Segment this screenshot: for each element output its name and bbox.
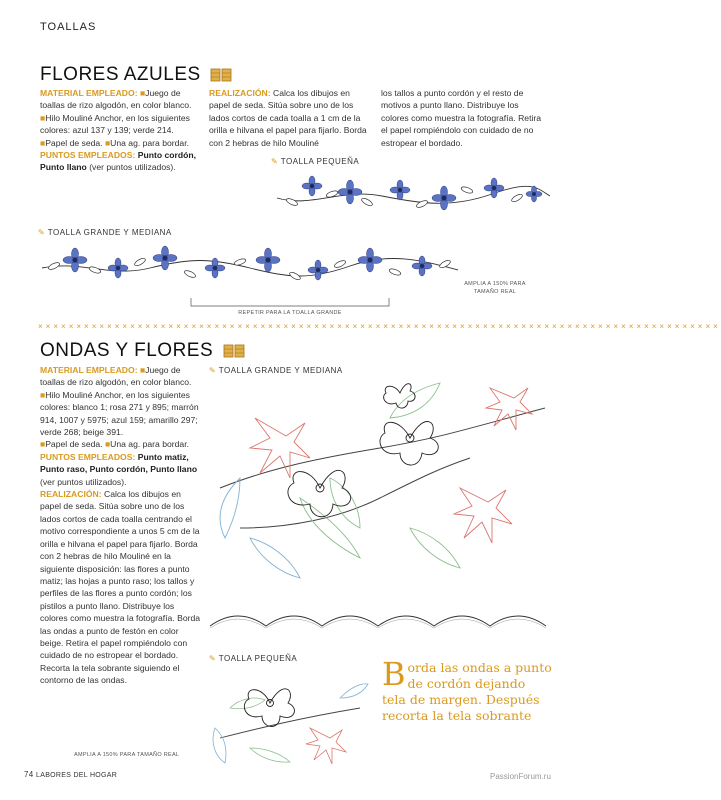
repeat-bracket xyxy=(190,298,390,310)
flores-repetir-note: REPETIR PARA LA TOALLA GRANDE xyxy=(238,310,342,316)
flores-label-pequena-text: TOALLA PEQUEÑA xyxy=(280,157,360,166)
ondas-title xyxy=(40,340,245,362)
ondas-pull-quote xyxy=(382,655,552,724)
page-number: 74 xyxy=(24,770,34,779)
flores-material-text: Juego de toallas de rizo algodón, en color blanco. xyxy=(40,88,192,111)
quote-text: orda las ondas a punto de cordón dejando tela de margen. Después recorta la tela sobrante xyxy=(382,660,552,723)
flores-realizacion-label: REALIZACIÓN: xyxy=(209,88,271,98)
ondas-materials: MATERIAL EMPLEADO: ■Juego de toallas de rizo algodón, en color blanco. ■Hilo Mouliné Anchor, en los siguientes colores: blanco 1; rosa 271 y 895; marrón 914, 1007 y 5975; azul 159; amarillo 297; verde 268; beige 391. ■Papel de seda. ■Una ag. para bordar. PUNTOS EMPLEADOS: Punto matiz, Punto raso, Punto cordón, Punto llano (ver puntos utilizados). REALIZACIÓN: Calca los dibujos en papel de seda. Sitúa sobre uno de los lados cortos de cada toalla centrando el motivo correspondiente a unos 5 cm de la orilla e hilvana el papel para fijarlo. Borda con 2 hebras de hilo Mouliné en la siguiente disposición: las flores a punto matiz; las hojas a punto raso; los tallos y perfiles de las flores a punto cordón; los pistilos a punto llano. Distribuye los colores como muestra la fotografía. Borda las ondas a punto de festón en color beige. Retira el papel rompiéndolo con cuidado de no estropear el bordado. Recorta la tela sobrante siguiendo el contorno de las ondas. xyxy=(40,365,201,686)
thread-spool-icon xyxy=(210,68,232,82)
ondas-title-text: ONDAS Y FLORES xyxy=(40,340,214,361)
flores-papel-text: Papel de seda. xyxy=(45,137,103,148)
ondas-aguja-text: Una ag. para bordar. xyxy=(110,439,189,450)
flores-realizacion-text2: los tallos a punto cordón y el resto de motivos a punto llano. Distribuye los colores como muestra la fotografía. Retira el papel rompiéndolo con cuidado de no estropear el bordado. xyxy=(381,88,542,148)
flores-label-grande-text: TOALLA GRANDE Y MEDIANA xyxy=(47,228,172,237)
ondas-papel-text: Papel de seda. xyxy=(45,439,103,450)
ondas-label-pequena-text: TOALLA PEQUEÑA xyxy=(218,654,298,663)
ondas-amplia-note: AMPLIA A 150% PARA TAMAÑO REAL xyxy=(74,752,180,758)
ondas-material-label: MATERIAL EMPLEADO: xyxy=(40,365,138,375)
ondas-puntos-label: PUNTOS EMPLEADOS: xyxy=(40,451,136,462)
flores-amplia-note: AMPLIA A 150% PARA TAMAÑO REAL xyxy=(464,281,526,295)
ondas-realizacion-text: Calca los dibujos en papel de seda. Sitúa sobre uno de los lados cortos de cada toalla centrando el motivo correspondiente a unos 5 cm de la orilla e hilvana el papel para fijarlo. Borda con 2 hebras de hilo Mouliné en la siguiente disposición: las flores a punto matiz; las hojas a punto raso; los tallos y perfiles de las flores a punto cordón; los pistilos a punto llano. Distribuye los colores como muestra la fotografía. Borda las ondas a punto de festón en color beige. Retira el papel rompiéndolo con cuidado de no estropear el bordado. Recorta la tela sobrante siguiendo el contorno de las ondas. xyxy=(40,489,201,686)
pencil-icon: ✎ xyxy=(271,157,279,166)
section-tag: TOALLAS xyxy=(40,21,97,33)
page-footer xyxy=(24,770,117,779)
flores-label-pequena xyxy=(271,157,359,166)
flores-title-text: FLORES AZULES xyxy=(40,64,201,85)
flores-materials: MATERIAL EMPLEADO: ■Juego de toallas de rizo algodón, en color blanco. ■Hilo Mouliné Anchor, en los siguientes colores: azul 137 y 139; verde 214. ■Papel de seda. ■Una ag. para bordar. PUNTOS EMPLEADOS: Punto cordón, Punto llano (ver puntos utilizados). xyxy=(40,88,196,173)
flores-aguja-text: Una ag. para bordar. xyxy=(110,137,189,148)
ondas-label-pequena xyxy=(209,654,297,663)
flores-material-label: MATERIAL EMPLEADO: xyxy=(40,88,138,98)
ondas-label-grande xyxy=(209,366,343,375)
ondas-material-text: Juego de toallas de rizo algodón, en color blanco. xyxy=(40,365,192,388)
flores-realizacion-text1: Calca los dibujos en papel de seda. Sitúa sobre uno de los lados cortos de cada toalla a 1 cm de la orilla e hilvana el papel para fijarlo. Borda con 2 hebras de hilo Mouliné xyxy=(209,88,367,148)
flores-realizacion-2 xyxy=(381,87,543,149)
scallop-border xyxy=(210,612,550,632)
flores-puntos-label: PUNTOS EMPLEADOS: xyxy=(40,150,136,161)
thread-spool-icon xyxy=(223,344,245,358)
flores-pattern-small xyxy=(272,168,552,218)
quote-drop-cap: B xyxy=(382,655,406,693)
magazine-name: LABORES DEL HOGAR xyxy=(36,772,118,779)
ondas-realizacion-label: REALIZACIÓN: xyxy=(40,489,102,500)
pencil-icon: ✎ xyxy=(209,366,217,375)
pencil-icon: ✎ xyxy=(209,654,217,663)
flores-title xyxy=(40,64,232,86)
ondas-puntos-bold: Punto matiz, Punto raso, Punto cordón, Punto llano xyxy=(40,451,198,475)
ondas-puntos-rest: (ver puntos utilizados). xyxy=(40,476,127,487)
ondas-label-grande-text: TOALLA GRANDE Y MEDIANA xyxy=(218,366,343,375)
flores-puntos-bold: Punto cordón, Punto llano xyxy=(40,150,196,173)
section-divider: ××××××××××××××××××××××××××××××××××××××××××××××××××××××××××××××××××××××××××××××××××××××××× xyxy=(38,322,721,331)
ondas-pattern-small xyxy=(210,668,370,768)
flores-label-grande xyxy=(38,228,172,237)
flores-hilo-text: Hilo Mouliné Anchor, en los siguientes colores: azul 137 y 139; verde 214. xyxy=(40,112,190,136)
flores-realizacion-1 xyxy=(209,87,372,149)
flores-puntos-rest: (ver puntos utilizados). xyxy=(89,162,176,173)
flores-pattern-large xyxy=(40,240,460,290)
watermark: PassionForum.ru xyxy=(490,772,551,781)
ondas-pattern-large xyxy=(210,378,550,588)
ondas-hilo-text: Hilo Mouliné Anchor, en los siguientes colores: blanco 1; rosa 271 y 895; marrón 914, 1007 y 5975; azul 159; amarillo 297; verde 268; beige 391. xyxy=(40,389,199,438)
pencil-icon: ✎ xyxy=(38,228,46,237)
